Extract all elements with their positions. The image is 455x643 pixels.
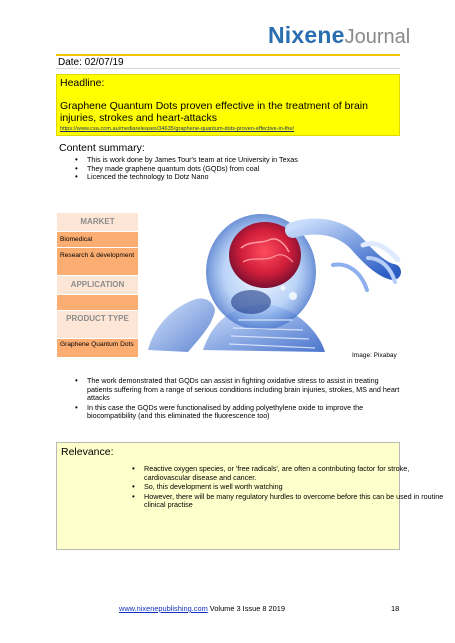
headline-source-link[interactable]: https://www.csa.com.au/mediareleases/34635/graphene-quantum-dots-proven-effective-in-the/ bbox=[60, 126, 295, 132]
list-item: • Reactive oxygen species, or 'free radicals', are often a contributing factor for stroke, cardiovascular disease and cancer. bbox=[132, 465, 454, 482]
market-value-research: Research & development bbox=[57, 248, 138, 276]
headline-box bbox=[56, 74, 400, 136]
list-item: • This is work done by James Tour's team at rice University in Texas bbox=[75, 156, 400, 165]
content-summary-list bbox=[75, 156, 400, 182]
logo-nixene: Nixene bbox=[268, 22, 345, 48]
findings-list bbox=[75, 377, 400, 421]
brain-xray-illustration-icon bbox=[143, 200, 405, 352]
footer-issue: Volume 3 Issue 8 2019 bbox=[209, 604, 285, 613]
list-item: • In this case the GQDs were functionalised by adding polyethylene oxide to improve the biocompatibility (and this eliminated the fluorescence too) bbox=[75, 404, 400, 421]
list-item: • However, there will be many regulatory hurdles to overcome before this can be used in routine clinical practise bbox=[132, 493, 454, 510]
product-type-header: PRODUCT TYPE bbox=[57, 311, 138, 339]
date-text: Date: 02/07/19 bbox=[58, 57, 124, 68]
relevance-title: Relevance: bbox=[61, 446, 114, 458]
footer bbox=[119, 604, 285, 613]
page-number: 18 bbox=[391, 604, 400, 613]
headline-title: Graphene Quantum Dots proven effective in the treatment of brain injuries, strokes and heart-attacks bbox=[60, 100, 368, 124]
logo-journal: Journal bbox=[344, 26, 411, 48]
brain-xray-image bbox=[143, 200, 405, 352]
content-summary-title: Content summary: bbox=[59, 142, 145, 154]
image-credit: Image: Pixabay bbox=[352, 352, 397, 359]
product-type-value: Graphene Quantum Dots bbox=[57, 339, 138, 358]
application-header: APPLICATION bbox=[57, 276, 138, 295]
list-item: • The work demonstrated that GQDs can assist in fighting oxidative stress to assist in treating patients suffering from a range of serious conditions including brain injuries, strokes, MS and heart attacks bbox=[75, 377, 400, 403]
market-value-biomedical: Biomedical bbox=[57, 232, 138, 248]
list-item: • Licenced the technology to Dotz Nano bbox=[75, 173, 400, 182]
application-value bbox=[57, 295, 138, 311]
footer-website-link[interactable]: www.nixenepublishing.com bbox=[119, 604, 208, 613]
relevance-list bbox=[132, 465, 454, 511]
list-item: • They made graphene quantum dots (GQDs) from coal bbox=[75, 165, 400, 174]
market-header: MARKET bbox=[57, 213, 138, 232]
relevance-box bbox=[56, 442, 444, 550]
list-item: • So, this development is well worth watching bbox=[132, 483, 454, 492]
journal-logo bbox=[268, 22, 411, 52]
classification-table bbox=[57, 213, 138, 358]
date-bar bbox=[56, 54, 400, 69]
headline-label: Headline: bbox=[60, 77, 105, 89]
